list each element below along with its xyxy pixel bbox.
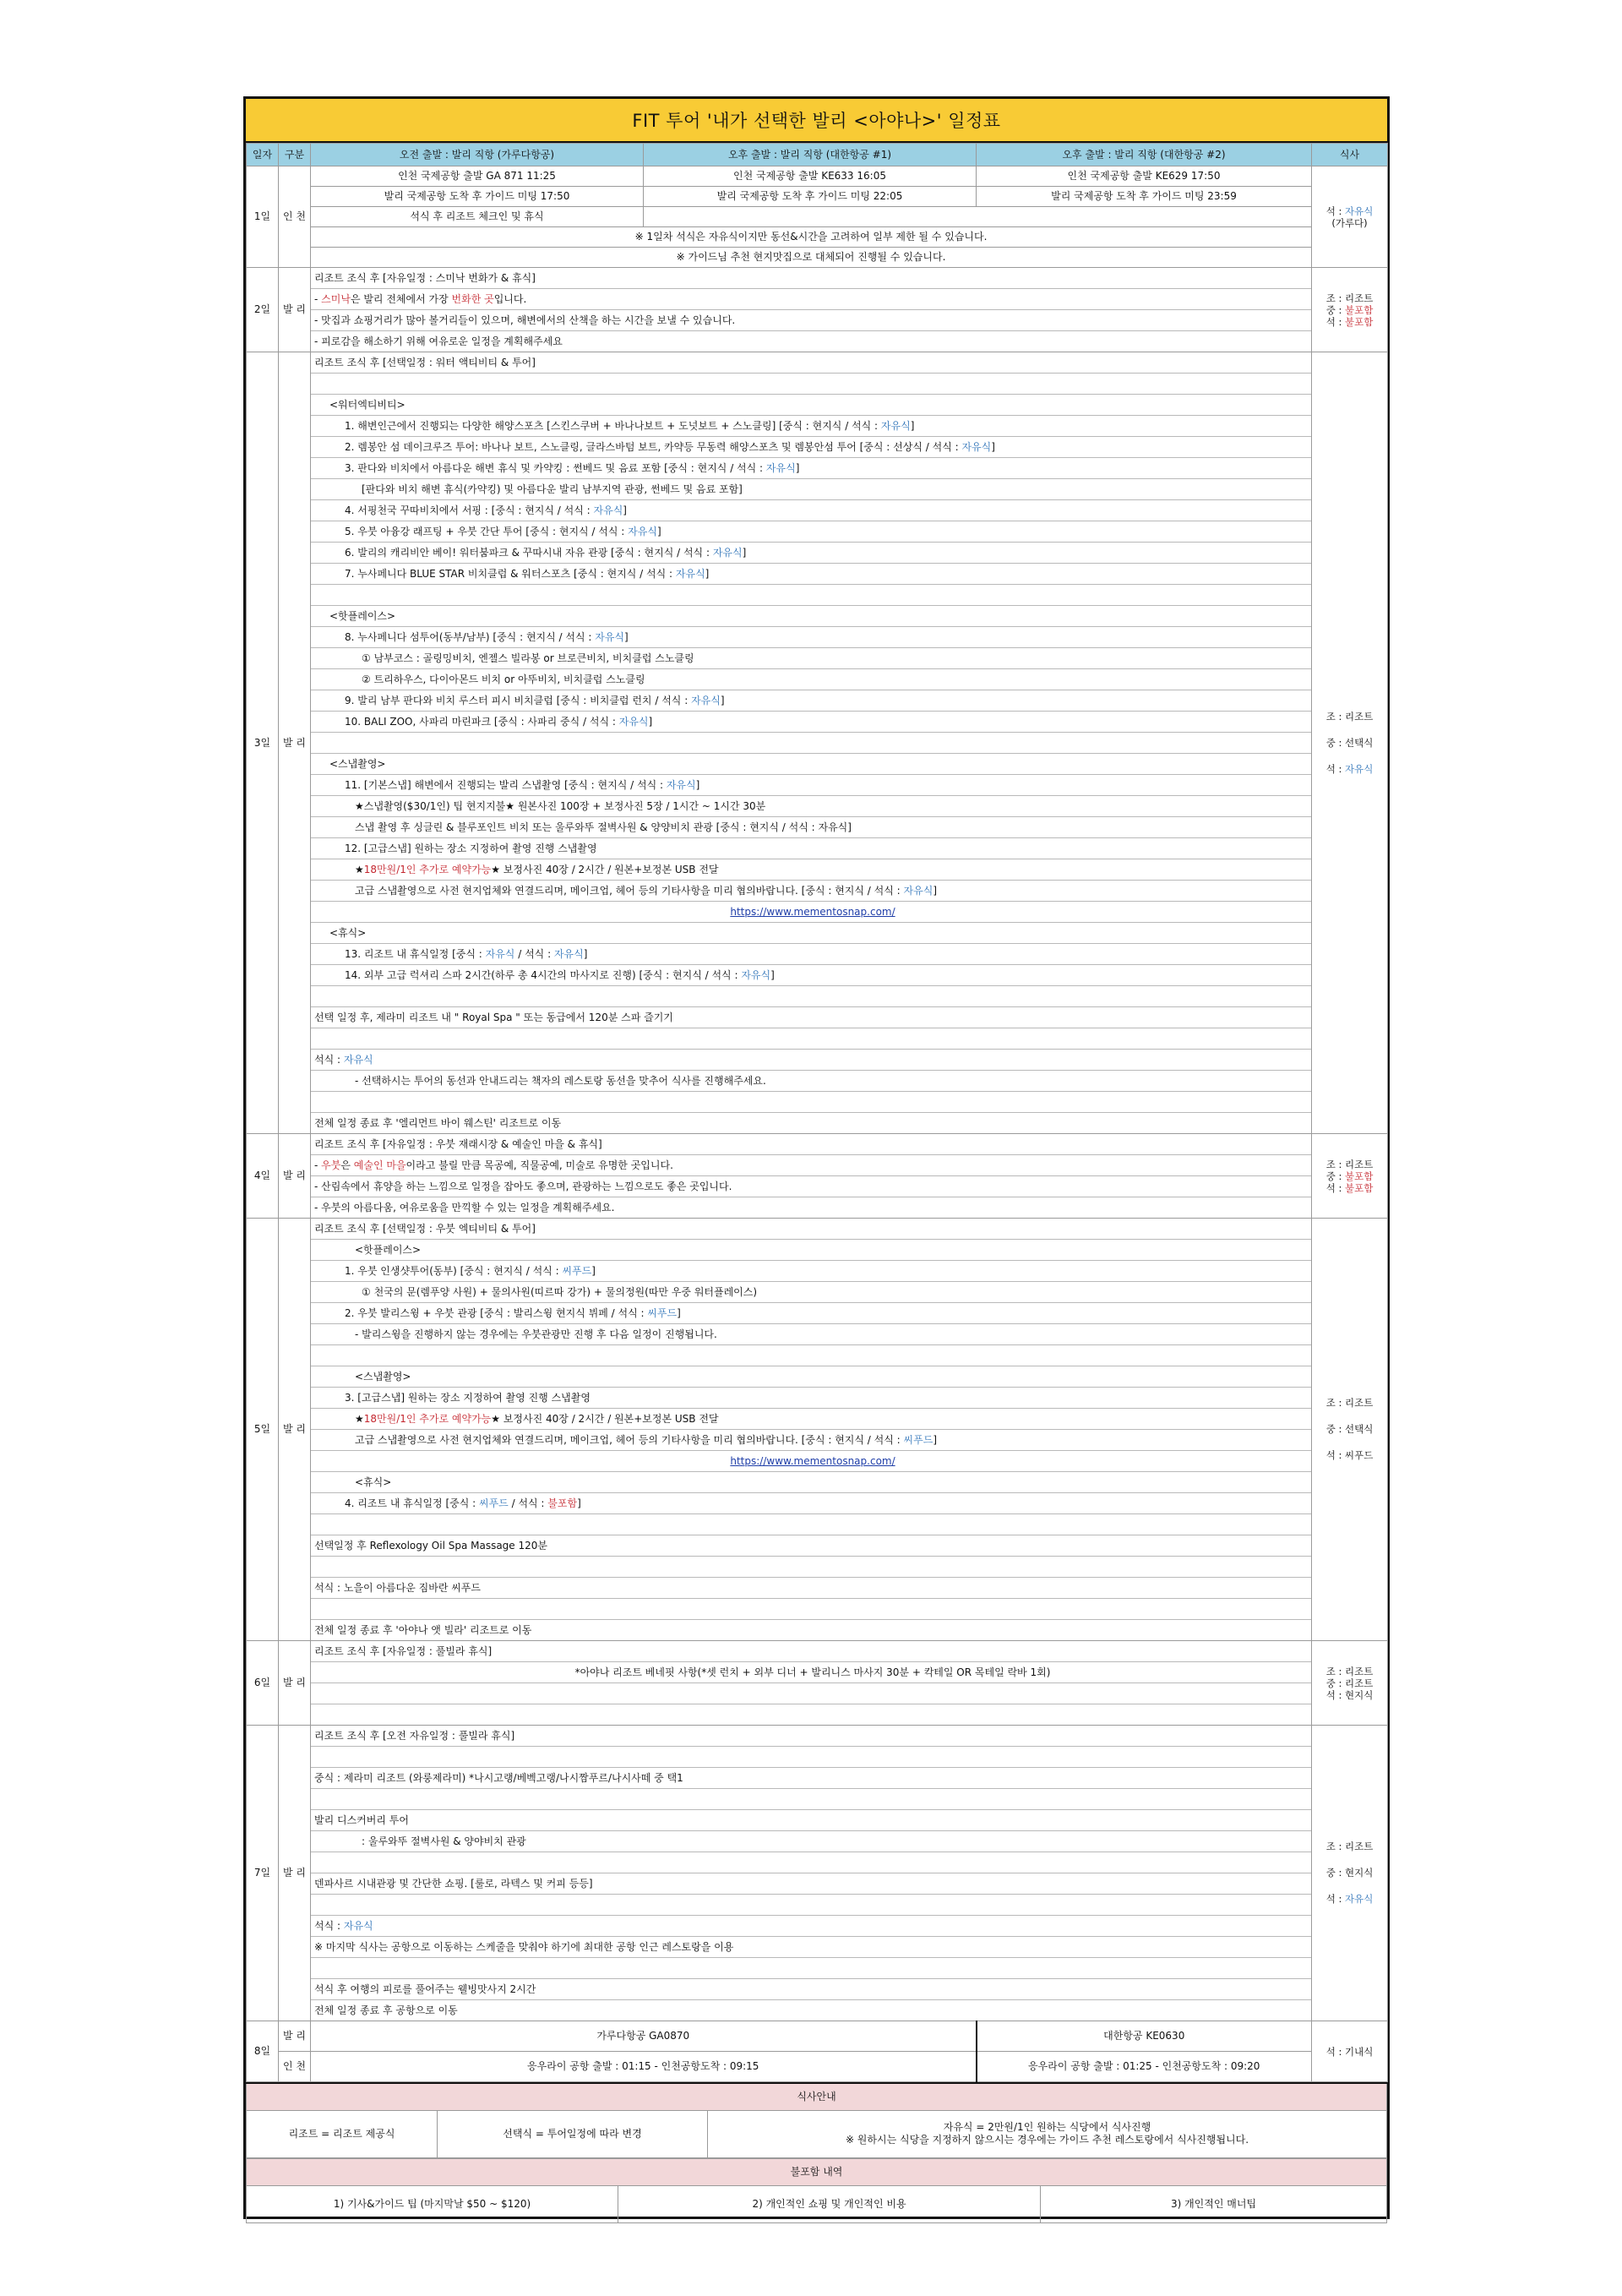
- day1-arr-ke629: 발리 국제공항 도착 후 가이드 미팅 23:59: [977, 187, 1312, 207]
- day6-row: [247, 1641, 1388, 1726]
- day8-label: 8일: [247, 2021, 279, 2082]
- day7-row: [247, 1726, 1388, 2021]
- exclusion-manner-tip: 3) 개인적인 매너팁: [1041, 2185, 1387, 2222]
- day6-meal: 조 : 리조트 중 : 리조트 석 : 현지식: [1312, 1641, 1388, 1726]
- day5-line-7: [311, 1345, 1311, 1366]
- day3-line-19: [311, 733, 1311, 754]
- day2-line3: - 맛집과 쇼핑거리가 많아 볼거리들이 있으며, 해변에서의 산책을 하는 시간을 보낼 수 있습니다.: [311, 310, 1311, 331]
- day8-meal: 석 : 기내식: [1312, 2021, 1388, 2082]
- day3-type: 발 리: [279, 352, 311, 1134]
- day6-line2: *아야나 리조트 베네핏 사항(*셋 런치 + 외부 디너 + 발리니스 마사지 30분 + 칵테일 OR 목테일 락바 1회): [311, 1662, 1311, 1683]
- day4-line1: 리조트 조식 후 [자유일정 : 우붓 재래시장 & 예술인 마을 & 휴식]: [311, 1134, 1311, 1155]
- day4-line4: - 우붓의 아름다움, 여유로움을 만끽할 수 있는 일정을 계획해주세요.: [314, 1202, 615, 1213]
- day7-line-2: [311, 1747, 1311, 1768]
- day2-row: [247, 268, 1388, 352]
- day5-line-15: [311, 1514, 1311, 1535]
- day7-line-1: 리조트 조식 후 [오전 자유일정 : 풀빌라 휴식]: [311, 1726, 1311, 1747]
- day1-dep-ke629: 인천 국제공항 출발 KE629 17:50: [977, 166, 1312, 187]
- day1-checkin: 석식 후 리조트 체크인 및 휴식: [311, 207, 644, 227]
- day3-line-28: <휴식>: [311, 923, 1311, 944]
- day4-label: 4일: [247, 1134, 279, 1219]
- day3-line-17: 9. 발리 남부 판다와 비치 루스터 피시 비치클럽 [중식 : 비치클럽 런치 / 석식 : 자유식]: [311, 690, 1311, 712]
- day5-line-8: <스냅촬영>: [311, 1366, 1311, 1388]
- day8-row2: [247, 2052, 1388, 2082]
- day5-meal: 조 : 리조트 중 : 선택식 석 : 씨푸드: [1312, 1219, 1388, 1641]
- day3-line-11: 7. 누사페니다 BLUE STAR 비치클럽 & 워터스포츠 [중식 : 현지식 / 석식 : 자유식]: [311, 564, 1311, 585]
- day4-line3: - 산림속에서 휴양을 하는 느낌으로 일정을 잡아도 좋으며, 관광하는 느낌으로도 좋은 곳입니다.: [311, 1176, 1311, 1197]
- day6-type: 발 리: [279, 1641, 311, 1726]
- day3-line-15: ① 남부코스 : 골링밍비치, 엔젤스 빌라봉 or 브로큰비치, 비치클럽 스노클링: [311, 648, 1311, 669]
- day5-line-6: - 발리스윙을 진행하지 않는 경우에는 우붓관광만 진행 후 다음 일정이 진행됩니다.: [311, 1324, 1311, 1345]
- day5-lines: [311, 1219, 1311, 1640]
- day3-label: 3일: [247, 352, 279, 1134]
- day5-label: 5일: [247, 1219, 279, 1641]
- day3-line-3: <워터엑티비티>: [311, 395, 1311, 416]
- day6-line1: 리조트 조식 후 [자유일정 : 풀빌라 휴식]: [311, 1641, 1311, 1662]
- day5-line-10: ★18만원/1인 추가로 예약가능★ 보정사진 40장 / 2시간 / 원본+보정본 USB 전달: [311, 1409, 1311, 1430]
- day3-line-5: 2. 렘봉안 섬 데이크루즈 투어: 바나나 보트, 스노클링, 글라스바텀 보트, 카약등 무동력 해양스포츠 및 렘봉안섬 투어 [중식 : 선상식 / 석식 : 자유식]: [311, 437, 1311, 458]
- day3-lines: [311, 352, 1311, 1133]
- day3-line-9: 5. 우붓 아융강 래프팅 + 우붓 간단 투어 [중식 : 현지식 / 석식 : 자유식]: [311, 521, 1311, 543]
- day6-lines: [311, 1641, 1311, 1725]
- day3-line-27: [311, 902, 1311, 923]
- day7-line-5: 발리 디스커버리 투어: [311, 1810, 1311, 1831]
- day4-meal: 조 : 리조트 중 : 불포함 석 : 불포함: [1312, 1134, 1388, 1219]
- day3-snap-link[interactable]: https://www.mementosnap.com/: [730, 906, 895, 918]
- day5-line-3: 1. 우붓 인생샷투어(동부) [중식 : 현지식 / 석식 : 씨푸드]: [311, 1261, 1311, 1282]
- itinerary-table: [246, 143, 1388, 2082]
- day7-line-7: [311, 1852, 1311, 1873]
- header-type: 구분: [279, 144, 311, 166]
- day3-line-21: 11. [기본스냅] 해변에서 진행되는 발리 스냅촬영 [중식 : 현지식 / 석식 : 자유식]: [311, 775, 1311, 796]
- day5-line-11: 고급 스냅촬영으로 사전 현지업체와 연결드리며, 메이크업, 헤어 등의 기타사항을 미리 협의바랍니다. [중식 : 현지식 / 석식 : 씨푸드]: [311, 1430, 1311, 1451]
- day1-type: 인 천: [279, 166, 311, 268]
- day5-line-12: [311, 1451, 1311, 1472]
- day7-line-10: 석식 : 자유식: [311, 1916, 1311, 1937]
- day7-line-14: 전체 일정 종료 후 공항으로 이동: [314, 2004, 458, 2016]
- day3-meal: 조 : 리조트 중 : 선택식 석 : 자유식: [1312, 352, 1388, 1134]
- day3-line-37: 전체 일정 종료 후 '엘리먼트 바이 웨스틴' 리조트로 이동: [314, 1117, 562, 1129]
- day1-arr-ga: 발리 국제공항 도착 후 가이드 미팅 17:50: [311, 187, 644, 207]
- day5-line-18: 석식 : 노을이 아름다운 짐바란 씨푸드: [311, 1578, 1311, 1599]
- day2-line4: - 피로감을 해소하기 위해 여유로운 일정을 계획해주세요: [314, 335, 563, 347]
- day5-line-16: 선택일정 후 Reflexology Oil Spa Massage 120분: [311, 1535, 1311, 1557]
- day8-row1: [247, 2021, 1388, 2052]
- day7-line-6: : 울루와뚜 절벽사원 & 양야비치 관광: [311, 1831, 1311, 1852]
- header-meal: 식사: [1312, 144, 1388, 166]
- itinerary-sheet: [243, 96, 1390, 2219]
- day8-type1: 발 리: [279, 2021, 311, 2052]
- meal-info-table: [246, 2082, 1387, 2158]
- day7-label: 7일: [247, 1726, 279, 2021]
- day3-line-13: <핫플레이스>: [311, 606, 1311, 627]
- day1-dep-ga: 인천 국제공항 출발 GA 871 11:25: [311, 166, 644, 187]
- exclusion-tip: 1) 기사&가이드 팁 (마지막날 $50 ~ $120): [247, 2185, 618, 2222]
- day2-meal: 조 : 리조트 중 : 불포함 석 : 불포함: [1312, 268, 1388, 352]
- day5-line-14: 4. 리조트 내 휴식일정 [중식 : 씨푸드 / 석식 : 불포함]: [311, 1493, 1311, 1514]
- day7-lines: [311, 1726, 1311, 2021]
- day7-meal: 조 : 리조트 중 : 현지식 석 : 자유식: [1312, 1726, 1388, 2021]
- day1-note2: ※ 가이드님 추천 현지맛집으로 대체되어 진행될 수 있습니다.: [311, 248, 1312, 268]
- day5-line-13: <휴식>: [311, 1472, 1311, 1493]
- day3-line-2: [311, 374, 1311, 395]
- exclusions-title: 불포함 내역: [247, 2158, 1387, 2185]
- meal-info-title: 식사안내: [247, 2083, 1387, 2110]
- day1-row4: [247, 227, 1388, 248]
- day2-line1: 리조트 조식 후 [자유일정 : 스미낙 번화가 & 휴식]: [311, 268, 1311, 289]
- day8-garuda-flight: 가루다항공 GA0870: [311, 2021, 977, 2052]
- day3-line-26: 고급 스냅촬영으로 사전 현지업체와 연결드리며, 메이크업, 헤어 등의 기타사항을 미리 협의바랍니다. [중식 : 현지식 / 석식 : 자유식]: [311, 881, 1311, 902]
- day7-line-4: [311, 1789, 1311, 1810]
- day2-type: 발 리: [279, 268, 311, 352]
- meal-info-free: 자유식 = 2만원/1인 원하는 식당에서 식사진행 ※ 원하시는 식당을 지정하지 않으시는 경우에는 가이드 추천 레스토랑에서 식사진행됩니다.: [708, 2110, 1387, 2157]
- day3-line-6: 3. 판다와 비치에서 아름다운 해변 휴식 및 카약킹 : 썬베드 및 음료 포함 [중식 : 현지식 / 석식 : 자유식]: [311, 458, 1311, 479]
- day7-line-11: ※ 마지막 식사는 공항으로 이동하는 스케줄을 맞춰야 하기에 최대한 공항 인근 레스토랑을 이용: [311, 1937, 1311, 1958]
- exclusions-table: [246, 2158, 1387, 2223]
- meal-info-select: 선택식 = 투어일정에 따라 변경: [438, 2110, 708, 2157]
- day5-line-20: 전체 일정 종료 후 '아야나 앳 빌라' 리조트로 이동: [314, 1624, 532, 1636]
- day3-line-31: [311, 986, 1311, 1007]
- day5-type: 발 리: [279, 1219, 311, 1641]
- day7-type: 발 리: [279, 1726, 311, 2021]
- day8-korean-time: 응우라이 공항 출발 : 01:25 - 인천공항도착 : 09:20: [977, 2052, 1312, 2082]
- header-row: [247, 144, 1388, 166]
- day3-line-24: 12. [고급스냅] 원하는 장소 지정하여 촬영 진행 스냅촬영: [311, 838, 1311, 859]
- day3-line-8: 4. 서핑천국 꾸따비치에서 서핑 : [중식 : 현지식 / 석식 : 자유식]: [311, 500, 1311, 521]
- day1-row1: [247, 166, 1388, 187]
- day3-line-1: 리조트 조식 후 [선택일정 : 워터 액티비티 & 투어]: [311, 352, 1311, 374]
- meal-info-resort: 리조트 = 리조트 제공식: [247, 2110, 438, 2157]
- day8-garuda-time: 응우라이 공항 출발 : 01:15 - 인천공항도착 : 09:15: [311, 2052, 977, 2082]
- day2-lines: [311, 268, 1311, 352]
- day7-line-9: [311, 1895, 1311, 1916]
- day3-line-14: 8. 누사페니다 섬투어(동부/남부) [중식 : 현지식 / 석식 : 자유식]: [311, 627, 1311, 648]
- day1-note1: ※ 1일차 석식은 자유식이지만 동선&시간을 고려하여 일부 제한 될 수 있습니다.: [311, 227, 1312, 248]
- day3-line-32: 선택 일정 후, 제라미 리조트 내 " Royal Spa " 또는 동급에서 120분 스파 즐기기: [311, 1007, 1311, 1028]
- day1-meal: 석 : 자유식 (가루다): [1312, 166, 1388, 268]
- day3-line-22: ★스냅촬영($30/1인) 팁 현지지불★ 원본사진 100장 + 보정사진 5장 / 1시간 ~ 1시간 30분: [311, 796, 1311, 817]
- day5-row: [247, 1219, 1388, 1641]
- header-day: 일자: [247, 144, 279, 166]
- day3-row: [247, 352, 1388, 1134]
- day3-line-25: ★18만원/1인 추가로 예약가능★ 보정사진 40장 / 2시간 / 원본+보정본 USB 전달: [311, 859, 1311, 881]
- day1-row5: [247, 248, 1388, 268]
- day1-row3: [247, 207, 1388, 227]
- day3-line-34: 석식 : 자유식: [311, 1050, 1311, 1071]
- day3-line-7: [판다와 비치 해변 휴식(카약킹) 및 아름다운 발리 남부지역 관광, 썬베드 및 음료 포함]: [311, 479, 1311, 500]
- day8-korean-flight: 대한항공 KE0630: [977, 2021, 1312, 2052]
- day6-label: 6일: [247, 1641, 279, 1726]
- day3-line-23: 스냅 촬영 후 싱글린 & 블루포인트 비치 또는 울루와뚜 절벽사원 & 양양비치 관광 [중식 : 현지식 / 석식 : 자유식]: [311, 817, 1311, 838]
- day5-line-17: [311, 1557, 1311, 1578]
- day3-line-10: 6. 발리의 캐리비안 베이! 워터붐파크 & 꾸따시내 자유 관광 [중식 : 현지식 / 석식 : 자유식]: [311, 543, 1311, 564]
- day4-row: [247, 1134, 1388, 1219]
- day7-line-3: 중식 : 제라미 리조트 (와룽제라미) *나시고랭/베벡고랭/나시짬푸르/나시사떼 중 택1: [311, 1768, 1311, 1789]
- day1-row2: [247, 187, 1388, 207]
- day3-line-16: ② 트리하우스, 다이아몬드 비치 or 아뚜비치, 비치클럽 스노클링: [311, 669, 1311, 690]
- day1-dep-ke633: 인천 국제공항 출발 KE633 16:05: [644, 166, 977, 187]
- day7-line-13: 석식 후 여행의 피로를 풀어주는 웰빙맛사지 2시간: [311, 1979, 1311, 2000]
- day1-arr-ke633: 발리 국제공항 도착 후 가이드 미팅 22:05: [644, 187, 977, 207]
- day5-line-4: ① 천국의 문(렘푸양 사원) + 물의사원(띠르따 강가) + 물의정원(따만 우중 워터플레이스): [311, 1282, 1311, 1303]
- day2-line2: - 스미낙은 발리 전체에서 가장 번화한 곳입니다.: [311, 289, 1311, 310]
- day3-line-35: - 선택하시는 투어의 동선과 안내드리는 책자의 레스토랑 동선을 맞추어 식사를 진행해주세요.: [311, 1071, 1311, 1092]
- day5-line-19: [311, 1599, 1311, 1620]
- day5-snap-link[interactable]: https://www.mementosnap.com/: [730, 1455, 895, 1467]
- day3-line-36: [311, 1092, 1311, 1113]
- header-col2: 오후 출발 : 발리 직항 (대한항공 #1): [644, 144, 977, 166]
- day3-line-29: 13. 리조트 내 휴식일정 [중식 : 자유식 / 석식 : 자유식]: [311, 944, 1311, 965]
- day4-line2: - 우붓은 예술인 마을이라고 불릴 만큼 목공예, 직물공예, 미술로 유명한 곳입니다.: [311, 1155, 1311, 1176]
- day7-line-12: [311, 1958, 1311, 1979]
- day8-type2: 인 천: [279, 2052, 311, 2082]
- day5-line-9: 3. [고급스냅] 원하는 장소 지정하여 촬영 진행 스냅촬영: [311, 1388, 1311, 1409]
- day5-line-2: <핫플레이스>: [311, 1240, 1311, 1261]
- day1-label: 1일: [247, 166, 279, 268]
- header-col3: 오후 출발 : 발리 직항 (대한항공 #2): [977, 144, 1312, 166]
- day2-label: 2일: [247, 268, 279, 352]
- day4-type: 발 리: [279, 1134, 311, 1219]
- day5-line-1: 리조트 조식 후 [선택일정 : 우붓 엑티비티 & 투어]: [311, 1219, 1311, 1240]
- day5-line-5: 2. 우붓 발리스윙 + 우붓 관광 [중식 : 발리스윙 현지식 뷔페 / 석식 : 씨푸드]: [311, 1303, 1311, 1324]
- page-title: FIT 투어 '내가 선택한 발리 <아야나>' 일정표: [246, 99, 1387, 143]
- day3-line-12: [311, 585, 1311, 606]
- exclusion-shopping: 2) 개인적인 쇼핑 및 개인적인 비용: [618, 2185, 1041, 2222]
- day3-line-33: [311, 1028, 1311, 1050]
- day3-line-18: 10. BALI ZOO, 사파리 마린파크 [중식 : 사파리 중식 / 석식 : 자유식]: [311, 712, 1311, 733]
- day4-lines: [311, 1134, 1311, 1218]
- day3-line-20: <스냅촬영>: [311, 754, 1311, 775]
- day3-line-30: 14. 외부 고급 럭셔리 스파 2시간(하루 총 4시간의 마사지로 진행) [중식 : 현지식 / 석식 : 자유식]: [311, 965, 1311, 986]
- day7-line-8: 덴파사르 시내관광 및 간단한 쇼핑. [룰로, 라텍스 및 커피 등등]: [311, 1873, 1311, 1895]
- day3-line-4: 1. 해변인근에서 진행되는 다양한 해양스포츠 [스킨스쿠버 + 바나나보트 + 도넛보트 + 스노클링] [중식 : 현지식 / 석식 : 자유식]: [311, 416, 1311, 437]
- header-col1: 오전 출발 : 발리 직항 (가루다항공): [311, 144, 644, 166]
